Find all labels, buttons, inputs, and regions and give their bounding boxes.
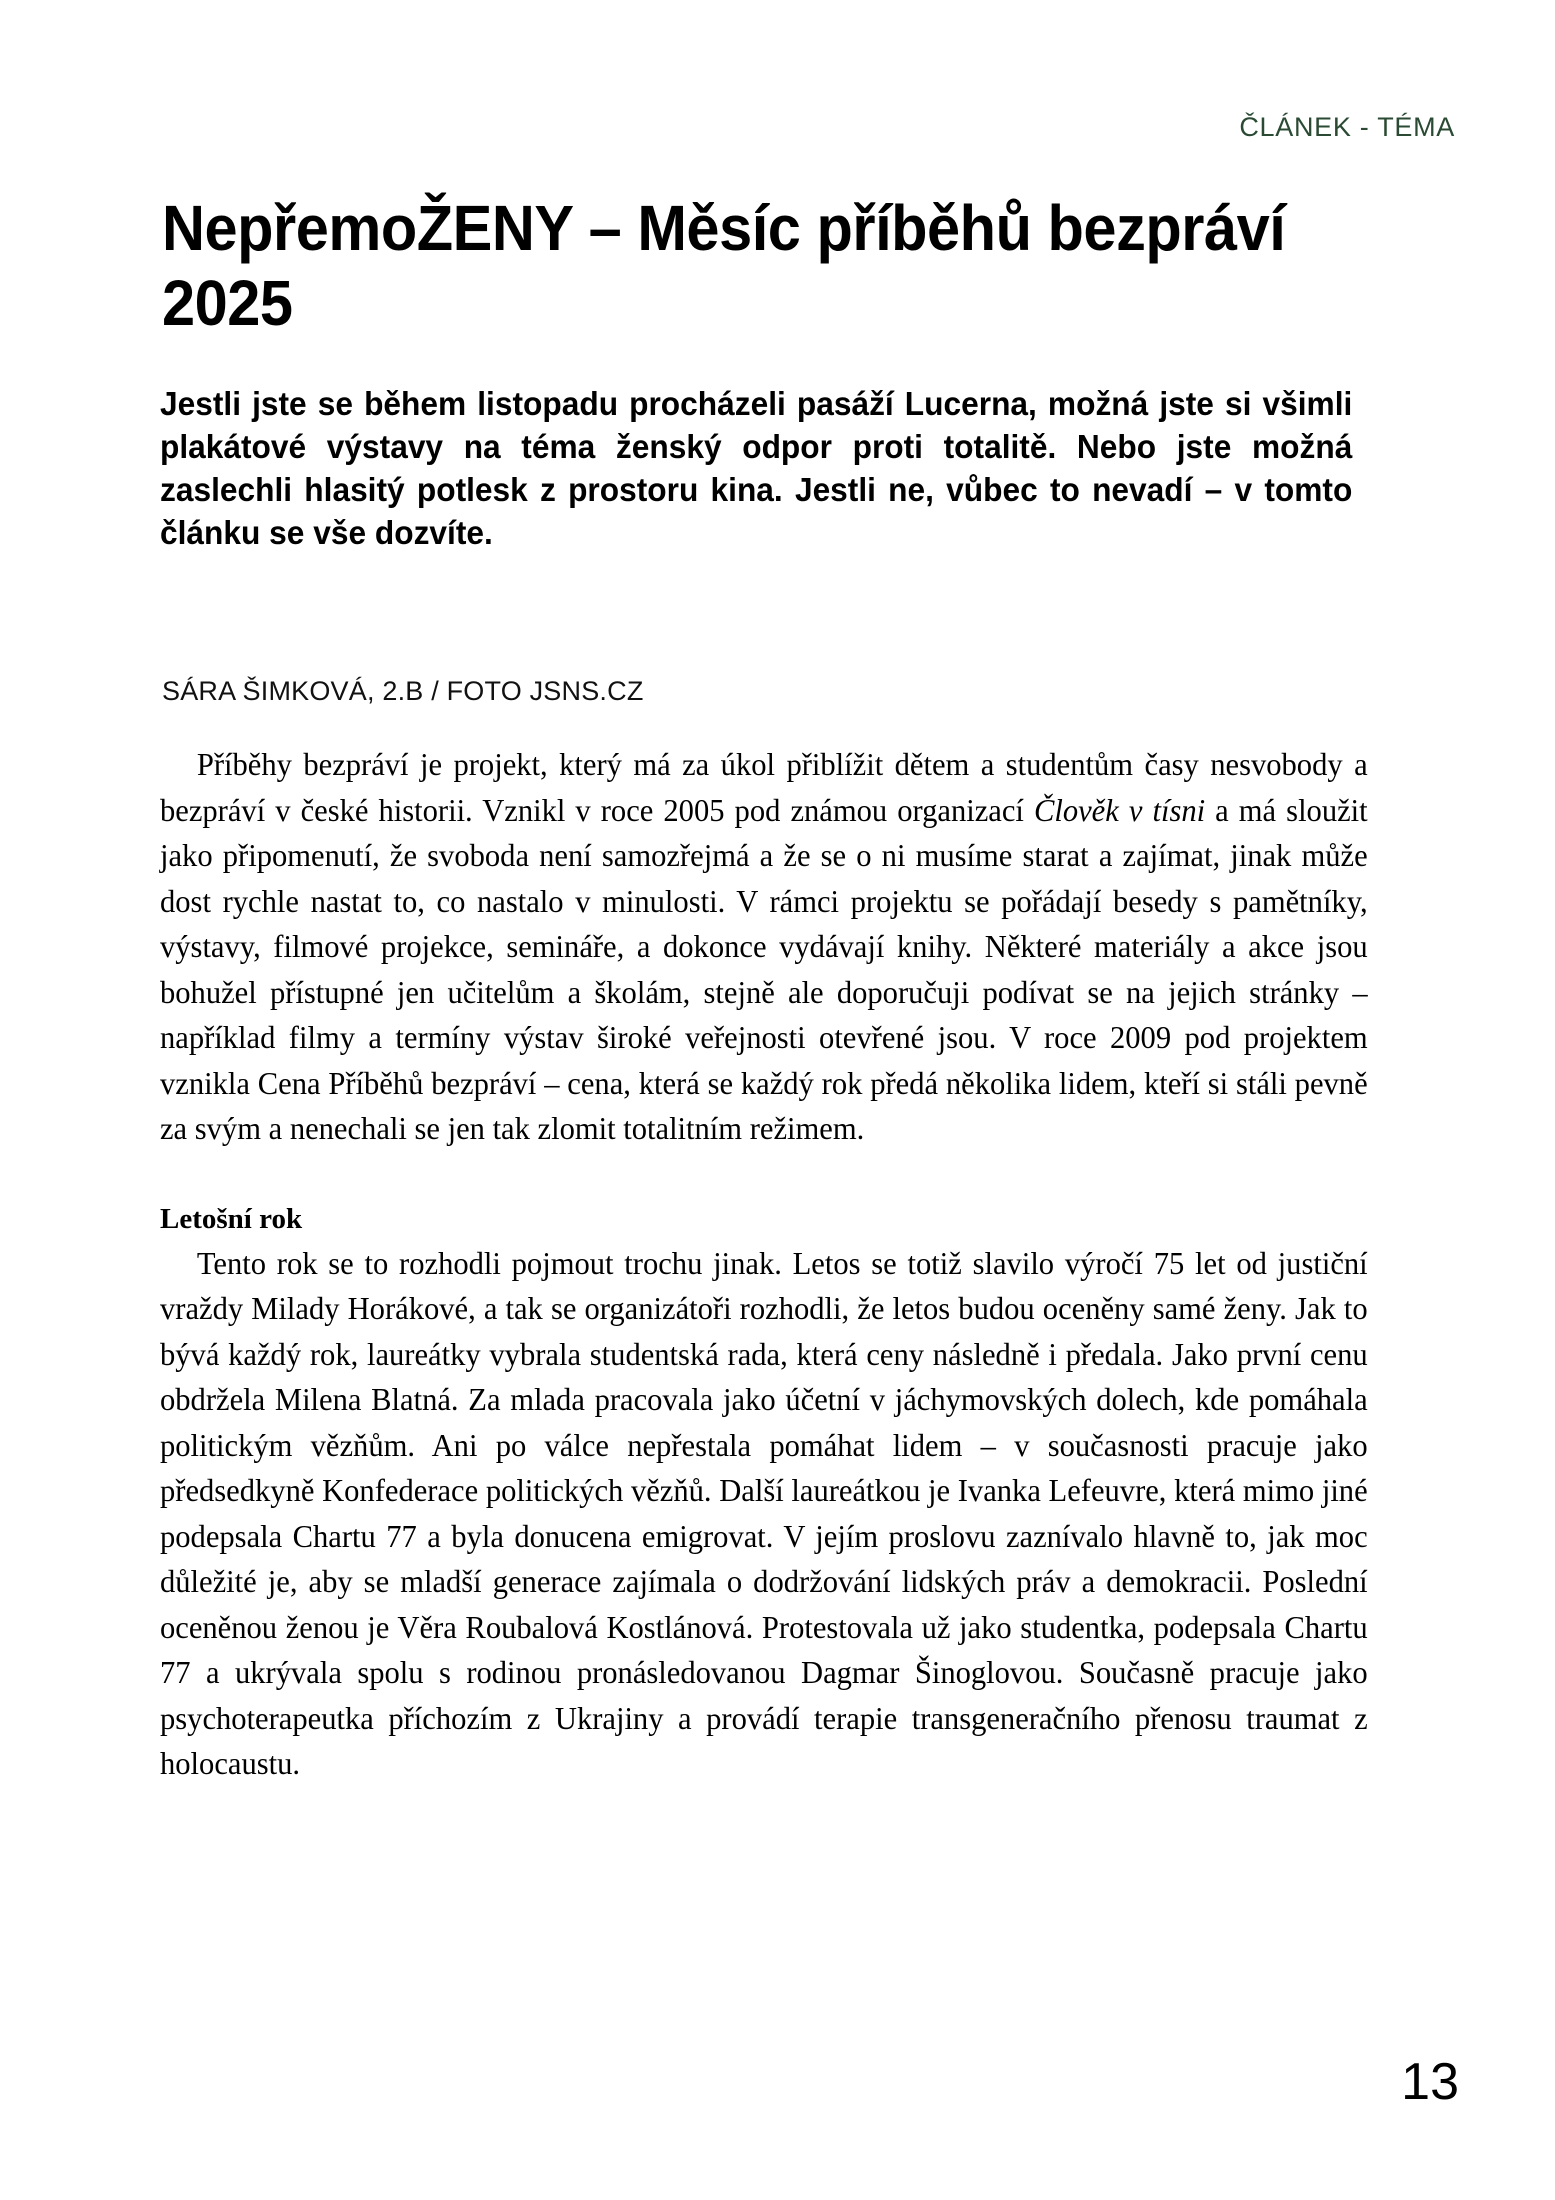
article-category-kicker: ČLÁNEK - TÉMA (1239, 112, 1455, 142)
article-body-column (160, 742, 1405, 1787)
page-number: 13 (1401, 2053, 1459, 2111)
body-paragraph-1-text-a: Příběhy bezpráví je projekt, který má za úkol přiblížit dětem a studentům časy nesvobody a bezpráví v české historii. Vznikl v roce 2005 pod známou organizací (160, 747, 1368, 828)
body-subheading-letosni-rok: Letošní rok (160, 1202, 303, 1235)
organization-name-italic: Člověk v tísni (1033, 792, 1206, 828)
body-paragraph-1-text-b: a má sloužit jako připomenutí, že svoboda není samozřejmá a že se o ni musíme starat a zajímat, jinak může dost rychle nastat to, co nastalo v minulosti. V rámci projektu se pořádají besedy s pamětníky, výstavy, filmové projekce, semináře, a dokonce vydávají knihy. Některé materiály a akce jsou bohužel přístupné jen učitelům a školám, stejně ale doporučuji podívat se na jejich stránky – například filmy a termíny výstav široké veřejnosti otevřené jsou. V roce 2009 pod projektem vznikla Cena Příběhů bezpráví – cena, která se každý rok předá několika lidem, kteří si stáli pevně za svým a nenechali se jen tak zlomit totalitním režimem. (160, 792, 1368, 1146)
article-byline: SÁRA ŠIMKOVÁ, 2.B / FOTO JSNS.CZ (162, 676, 644, 706)
article-lead-paragraph: Jestli jste se během listopadu procházeli pasáží Lucerna, možná jste si všimli plakátové výstavy na téma ženský odpor proti totalitě. Nebo jste možná zaslechli hlasitý potlesk z prostoru kina. Jestli ne, vůbec to nevadí – v tomto článku se vše dozvíte. (160, 385, 1353, 551)
body-paragraph-2: Tento rok se to rozhodli pojmout trochu jinak. Letos se totiž slavilo výročí 75 let od justiční vraždy Milady Horákové, a tak se organizátoři rozhodli, že letos budou oceněny samé ženy. Jak to bývá každý rok, laureátky vybrala studentská rada, která ceny následně i předala. Jako první cenu obdržela Milena Blatná. Za mlada pracovala jako účetní v jáchymovských dolech, kde pomáhala politickým vězňům. Ani po válce nepřestala pomáhat lidem – v současnosti pracuje jako předsedkyně Konfederace politických vězňů. Další laureátkou je Ivanka Lefeuvre, která mimo jiné podepsala Chartu 77 a byla donucena emigrovat. V jejím proslovu zaznívalo hlavně to, jak moc důležité je, aby se mladší generace zajímala o dodržování lidských práv a demokracii. Poslední oceněnou ženou je Věra Roubalová Kostlánová. Protestovala už jako studentka, podepsala Chartu 77 a ukrývala spolu s rodinou pronásledovanou Dagmar Šinoglovou. Současně pracuje jako psychoterapeutka příchozím z Ukrajiny a provádí terapie transgeneračního přenosu traumat z holocaustu. (160, 1245, 1368, 1781)
article-title: NepřemoŽENY – Měsíc příběhů bezpráví 2025 (162, 191, 1286, 340)
body-paragraph-1 (160, 742, 1368, 1152)
